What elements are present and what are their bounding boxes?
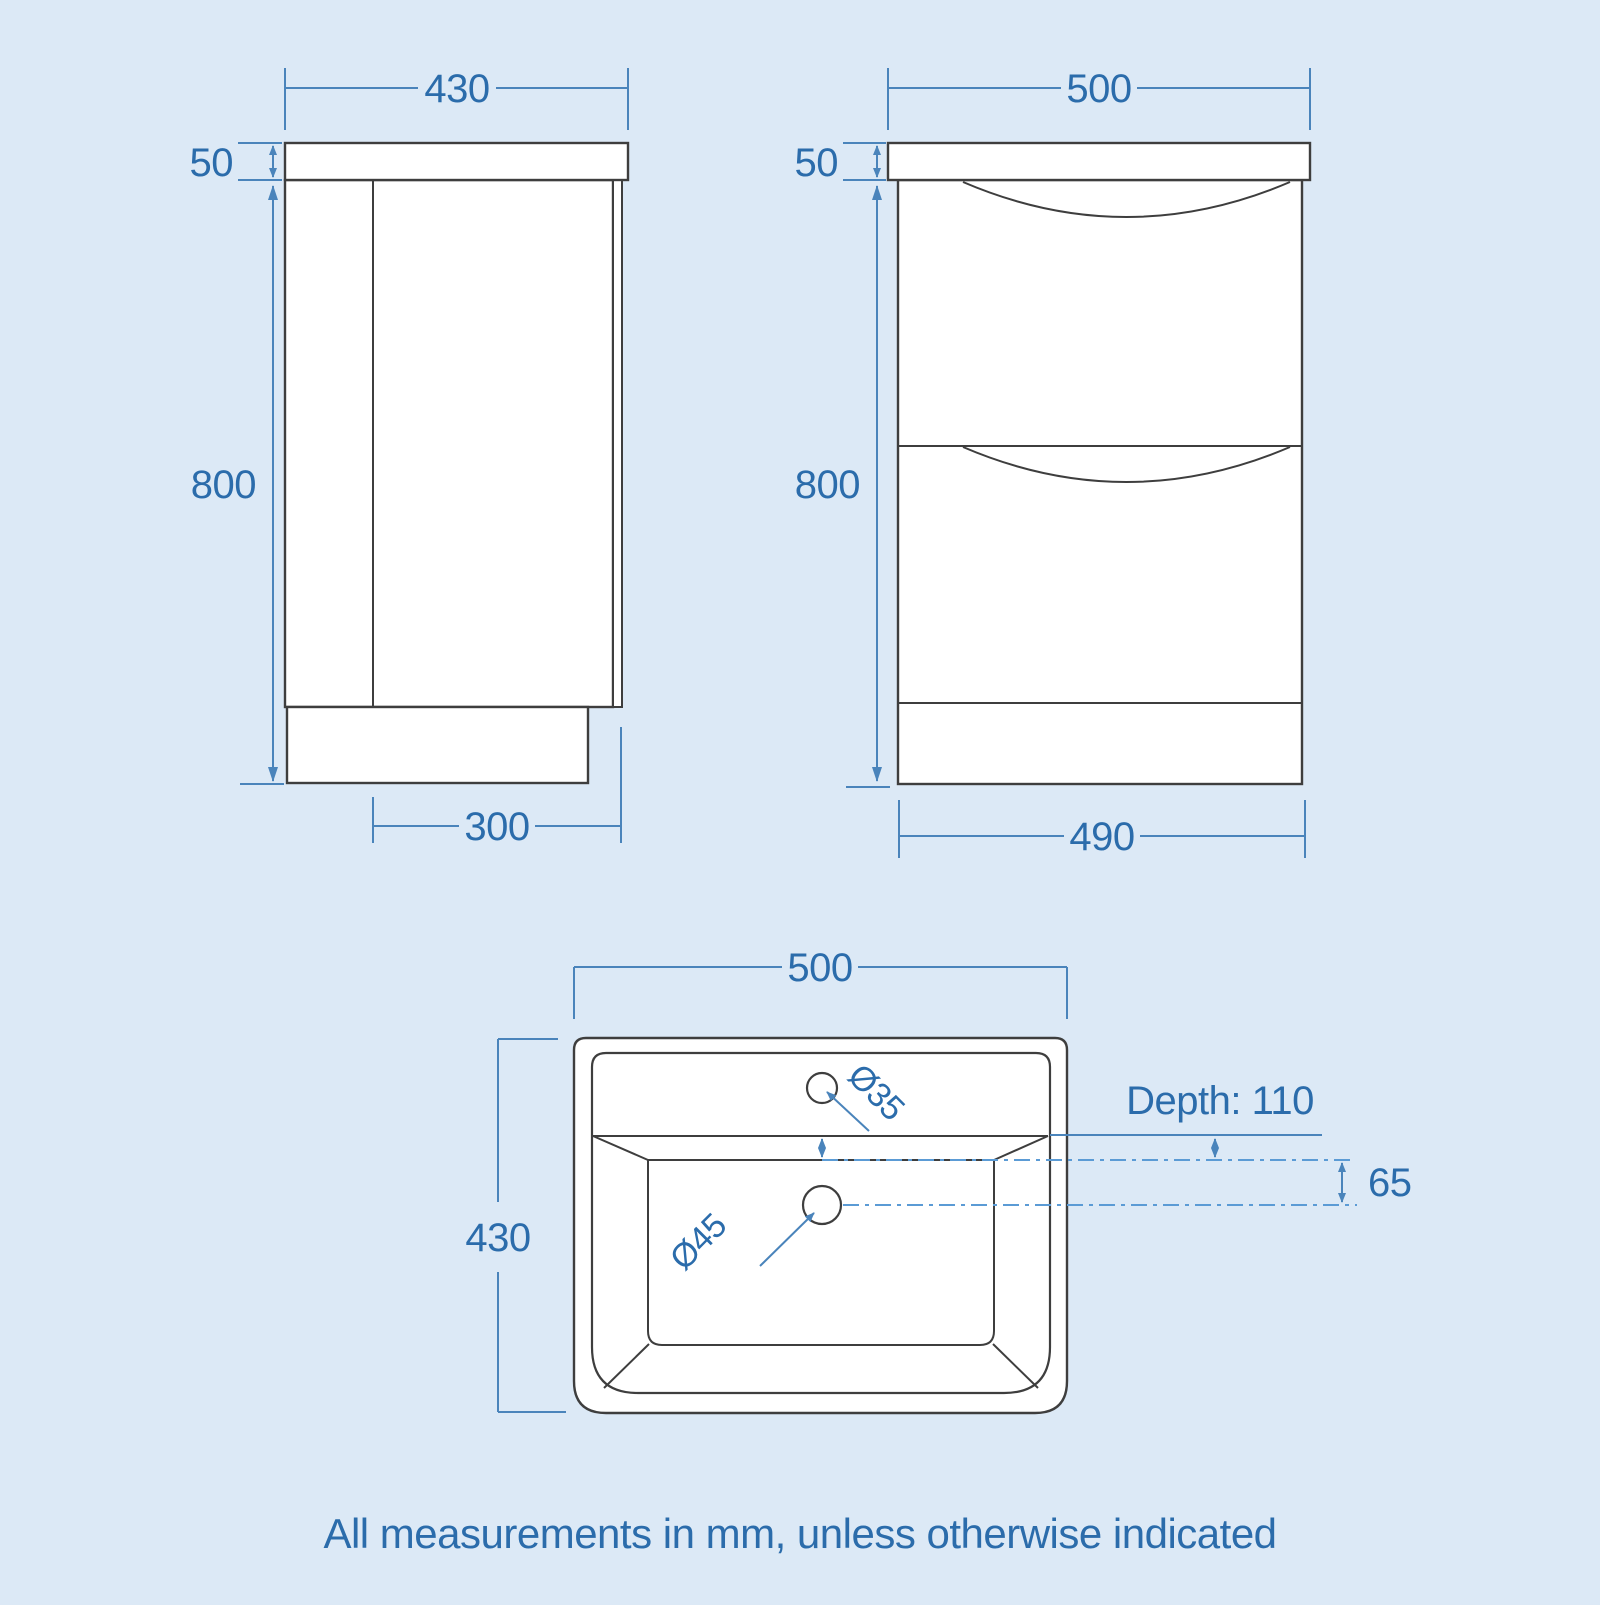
side-body	[285, 180, 613, 707]
measurements-note: All measurements in mm, unless otherwise indicated	[323, 1510, 1277, 1557]
front-worktop	[888, 143, 1310, 180]
front-dim-worktop-label: 50	[794, 141, 838, 185]
basin-dim-depth-label: 430	[465, 1216, 531, 1260]
side-dim-height-label: 800	[190, 463, 256, 507]
waste-hole-label: Ø45	[662, 1206, 735, 1278]
front-dim-cabinet-width-label: 490	[1069, 815, 1135, 859]
front-dim-width-label: 500	[1066, 67, 1132, 111]
side-dim-width-label: 430	[424, 67, 490, 111]
side-dim-base-depth-label: 300	[464, 805, 530, 849]
side-door-panel	[613, 180, 622, 707]
side-worktop	[285, 143, 628, 180]
basin-depth-label: Depth: 110	[1126, 1079, 1314, 1123]
front-dim-height-label: 800	[794, 463, 860, 507]
tap-hole-label: Ø35	[840, 1056, 912, 1129]
side-plinth	[287, 707, 588, 783]
waste-offset-label: 65	[1368, 1161, 1412, 1205]
side-dim-worktop-label: 50	[189, 141, 233, 185]
basin-dim-width-label: 500	[787, 946, 853, 990]
